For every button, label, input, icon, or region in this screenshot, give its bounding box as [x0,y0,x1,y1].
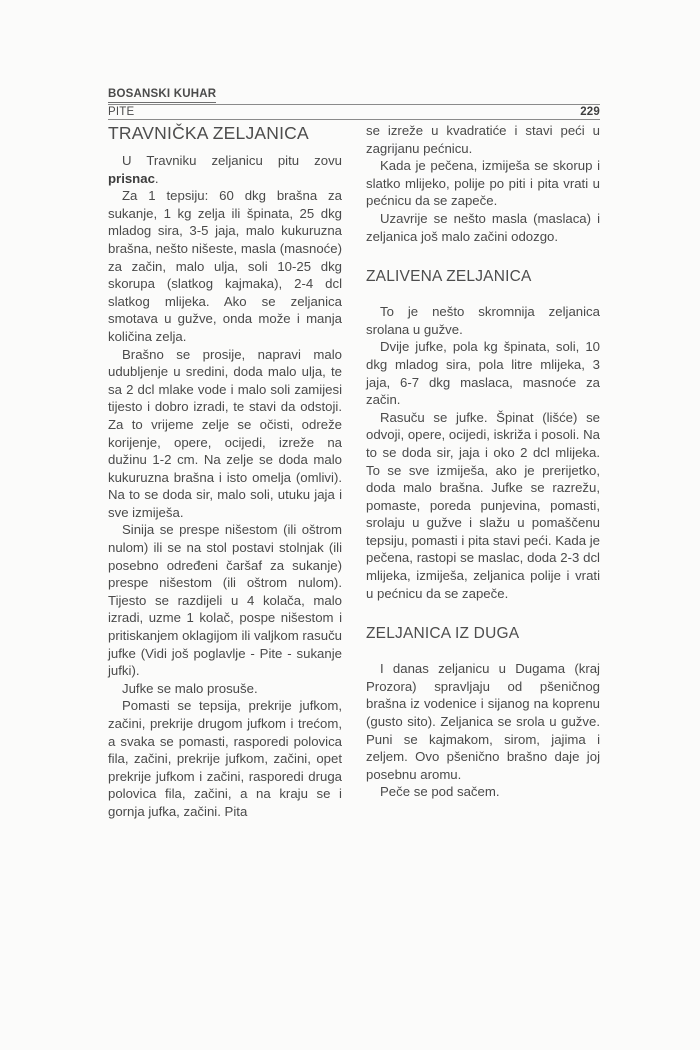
paragraph-zalivena-method: Rasuču se jufke. Špinat (lišće) se odvoji, opere, ocijedi, iskriža i posoli. Na to se doda sir, jaja i oko 2 dcl mlijeka. To se sve izmiješa, ako je prerijetko, doda malo brašna. Jufke se razrežu, pomaste, poreda punjevina, pomasti, srolaju u gužve i slažu u pomaščenu tepsiju, pomasti i pita stavi peći. Kada je pečena, rastopi se maslac, doda 2-3 dcl mlijeka, izmiješa, zeljanica polije i vrati u pećnicu da se zapeče. [366,409,600,601]
paragraph-rolling: Sinija se prespe nišestom (ili oštrom nulom) ili se na stol postavi stolnjak (ili posebno određeni čaršaf za sukanje) prespe nišestom (ili oštrom nulom). Tijesto se razdijeli u 4 kolača, malo izradi, uzme 1 kolač, pospe nišestom i pritiskanjem oklagijom ili valjkom rasuču jufke (Vidi još poglavlje - Pite - sukanje jufki). [108,522,342,679]
paragraph-drying: Jufke se malo prosuše. [122,680,258,696]
header-section-label: PITE [108,106,135,118]
paragraph-intro [108,152,342,187]
body-columns [108,122,600,1022]
column-left [108,122,342,1022]
paragraph-dough-prep: Brašno se prosije, napravi malo udubljenje u sredini, doda malo ulja, te sa 2 dcl mlake vode i malo soli zamijesi tijesto i dobro izradi, te stavi da odstoji. Za to vrijeme zelje se očisti, odreže korijenje, opere, ocijedi, izreže na dužinu 1-2 cm. Na zelje se doda malo kukuruzna brašna i isto omelja (omlivi). Na to se doda sir, malo soli, utuku jaja i sve izmiješa. [108,346,342,520]
running-header [108,84,600,120]
term-prisnac: prisnac [108,170,155,186]
paragraph-assembly: Pomasti se tepsija, prekrije jufkom, začini, prekrije drugom jufkom i trećom, a svaka se pomasti, rasporedi polovica fila, začini, prekrije jufkom, začini, opet prekrije jufkom i začini, rasporedi druga polovica fila, začini, a na kraju se i gornja jufka, začini. Pita [108,698,342,819]
paragraph-intro-tail: . [154,170,159,186]
header-rule-bottom [108,119,600,120]
page-number: 229 [580,106,600,118]
header-rule-top [108,104,600,120]
paragraph-assembly-continued: se izreže u kvadratiće i stavi peći u zagrijanu pećnicu. [366,123,600,156]
paragraph-duga-baking: Peče se pod sačem. [380,784,500,800]
paragraph-baking-topping: Kada je pečena, izmiješa se skorup i slatko mlijeko, polije po piti i pita vrati u pećnicu da se zapeče. [366,158,600,209]
header-book-title: BOSANSKI KUHAR [108,88,216,103]
paragraph-zalivena-intro: To je nešto skromnija zeljanica srolana u gužve. [366,304,600,337]
section-title-zalivena-zeljanica: ZALIVENA ZELJANICA [366,268,532,286]
paragraph-butter-finish: Uzavrije se nešto masla (maslaca) i zeljanica još malo začini odozgo. [366,210,600,244]
header-section-row [108,105,600,118]
paragraph-ingredients: Za 1 tepsiju: 60 dkg brašna za sukanje, 1 kg zelja ili špinata, 25 dkg mladog sira, 3-5 jaja, malo kukuruzna brašna, nešto nišeste, masla (masnoće) za začin, malo ulja, soli 10-25 dkg skorupa (slatkog kajmaka), 2-4 dcl slatkog mlijeka. Ako se zeljanica smotava u gužve, onda može i manja količina zelja. [108,188,342,344]
header-book-title-wrap [108,84,600,103]
page-title: TRAVNIČKA ZELJANICA [108,123,309,143]
paragraph-zalivena-ingredients: Dvije jufke, pola kg špinata, soli, 10 dkg mladog sira, pola litre mlijeka, 3 jaja, 6-7 dkg maslaca, masnoće za začin. [366,339,600,408]
paragraph-duga-description: I danas zeljanicu u Dugama (kraj Prozora) spravljaju od pšeničnog brašna iz vodenice i sijanog na koprenu (gusto sito). Zeljanica se srola u gužve. Puni se kajmakom, sirom, jajima i zeljem. Ovo pšenično brašno daje joj posebnu aromu. [366,661,600,782]
paragraph-intro-lead: U Travniku zeljanicu pitu zovu [122,153,342,168]
section-title-zeljanica-iz-duga: ZELJANICA IZ DUGA [366,625,520,643]
column-right [366,122,600,1022]
